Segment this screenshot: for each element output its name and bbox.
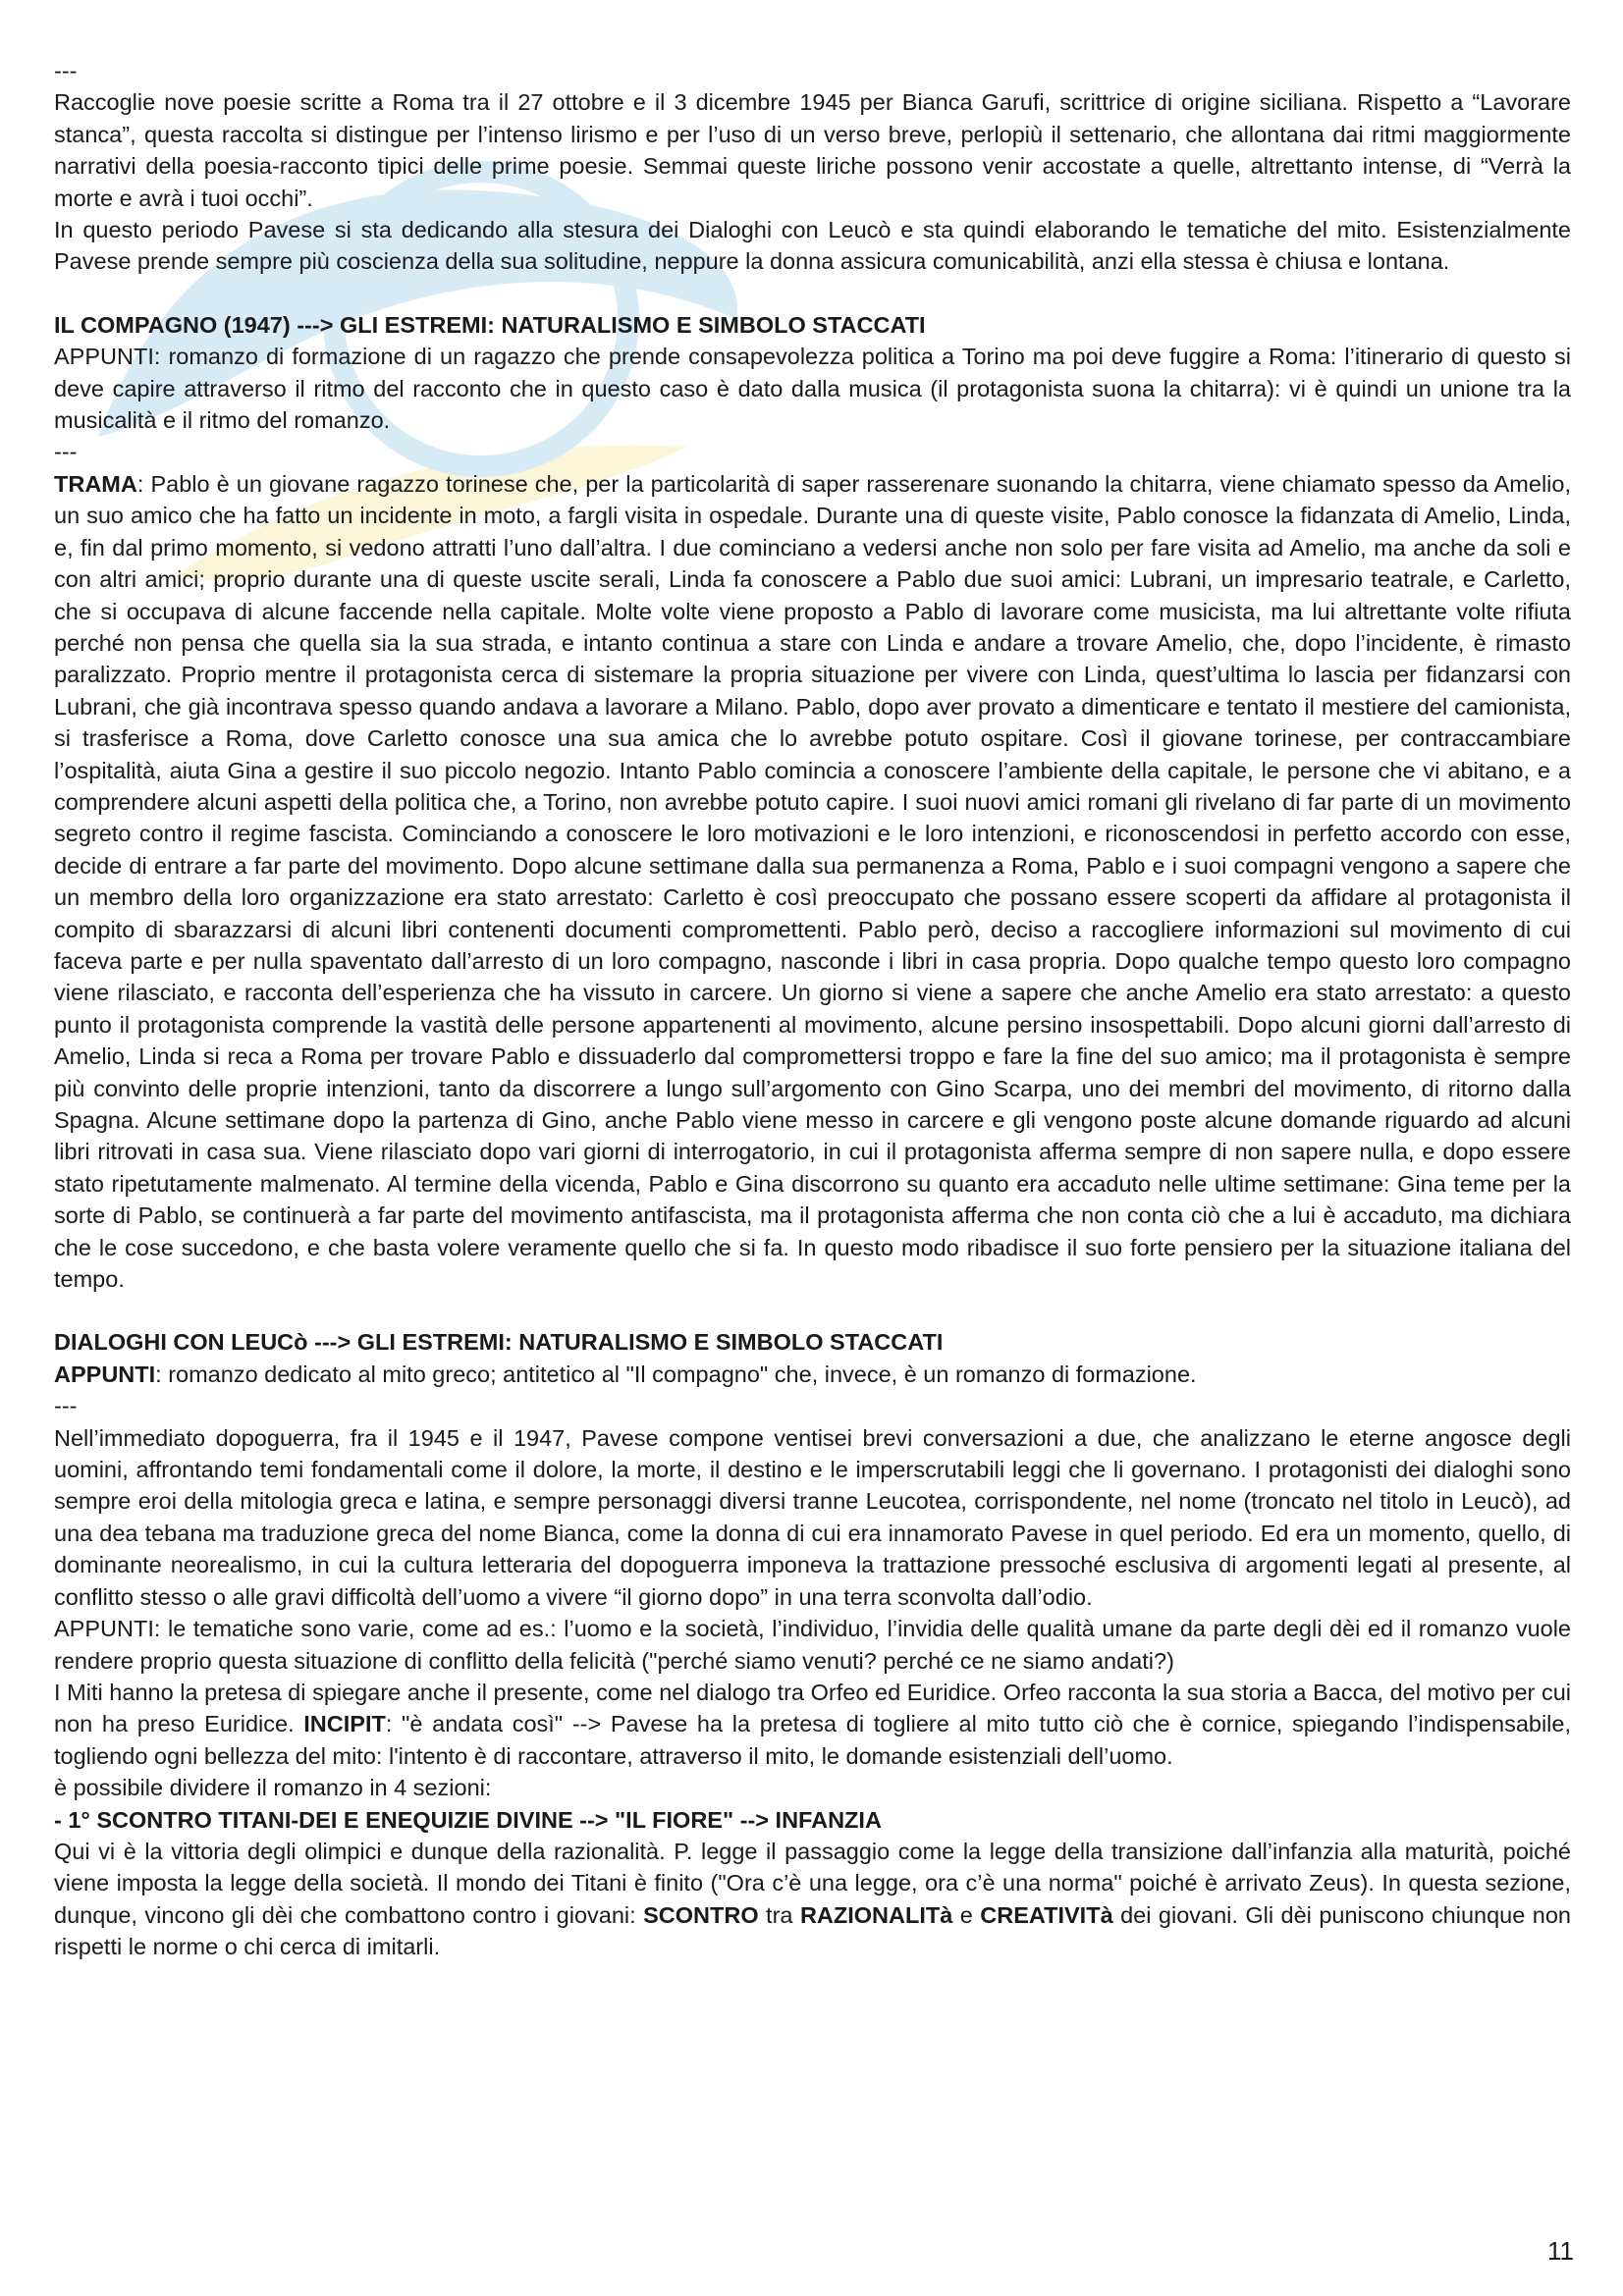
bold-text: TRAMA bbox=[54, 470, 137, 497]
paragraph bbox=[54, 1359, 1571, 1390]
text-run: - 1° SCONTRO TITANI-DEI E ENEQUIZIE DIVINE --> "IL FIORE" --> INFANZIA bbox=[54, 1806, 882, 1833]
bold-text: SCONTRO bbox=[643, 1901, 759, 1928]
section-heading bbox=[54, 1326, 1571, 1358]
section-heading bbox=[54, 1804, 1571, 1836]
text-run: APPUNTI: romanzo di formazione di un ragazzo che prende consapevolezza politica a Torino ma poi deve fuggire a Roma: l’itinerario di questo si deve capire attraverso il ritmo del racconto che in questo caso è dato dalla musica (il protagonista suona la chitarra): vi è quindi un unione tra la musicalità e il ritmo del romanzo. bbox=[54, 344, 1571, 434]
page-number: 11 bbox=[1547, 2236, 1574, 2266]
text-run: : "è andata così" --> Pavese ha la pretesa di togliere al mito tutto ciò che è cornice, spiegando l’indispensabile, togliendo ogni bellezza del mito: l'intento è di raccontare, attraverso il mito, le domande esistenziali dell’uomo. bbox=[54, 1711, 1571, 1769]
text-run: dei giovani. Gli dèi puniscono chiunque non rispetti le norme o chi cerca di imitarli. bbox=[54, 1901, 1571, 1960]
text-run: Nell’immediato dopoguerra, fra il 1945 e il 1947, Pavese compone ventisei brevi conversazioni a due, che analizzano le eterne angosce degli uomini, affrontando temi fondamentali come il dolore, la morte, il destino e le imperscrutabili leggi che li governano. I protagonisti dei dialoghi sono sempre eroi della mitologia greca e latina, e sempre personaggi diversi tranne Leucotea, corrispondente, nel nome (troncato nel titolo in Leucò), ad una dea tebana ma traduzione greca del nome Bianca, come la donna di cui era innamorato Pavese in quel periodo. Ed era un momento, quello, di dominante neorealismo, in cui la cultura letteraria del dopoguerra imponeva la trattazione pressoché esclusiva di argomenti legati al presente, al conflitto stesso o alle gravi difficoltà dell’uomo a vivere “il giorno dopo” in una terra sconvolta dall’odio. bbox=[54, 1424, 1571, 1610]
text-run: I Miti hanno la pretesa di spiegare anche il presente, come nel dialogo tra Orfeo ed Euridice. Orfeo racconta la sua storia a Bacca, del motivo per cui non ha preso Euridice. bbox=[54, 1679, 1571, 1737]
paragraph-spacer bbox=[54, 1295, 1571, 1326]
paragraph bbox=[54, 341, 1571, 436]
text-run: --- bbox=[54, 439, 78, 465]
paragraph bbox=[54, 214, 1571, 278]
bold-text: APPUNTI bbox=[54, 1361, 156, 1387]
bold-text: CREATIVITà bbox=[980, 1901, 1113, 1928]
text-run: IL COMPAGNO (1947) ---> GLI ESTREMI: NATURALISMO E SIMBOLO STACCATI bbox=[54, 311, 926, 338]
paragraph bbox=[54, 1422, 1571, 1613]
text-run: DIALOGHI CON LEUCò ---> GLI ESTREMI: NATURALISMO E SIMBOLO STACCATI bbox=[54, 1329, 944, 1356]
text-run: tra bbox=[758, 1901, 800, 1928]
paragraph bbox=[54, 1613, 1571, 1677]
text-run: In questo periodo Pavese si sta dedicando alla stesura dei Dialoghi con Leucò e sta quindi elaborando le tematiche del mito. Esistenzialmente Pavese prende sempre più coscienza della sua solitudine, neppure la donna assicura comunicabilità, anzi ella stessa è chiusa e lontana. bbox=[54, 217, 1571, 275]
paragraph bbox=[54, 55, 1571, 86]
text-run: : Pablo è un giovane ragazzo torinese che, per la particolarità di saper rasserenare suonando la chitarra, viene chiamato spesso da Amelio, un suo amico che ha fatto un incidente in moto, a fargli visita in ospedale. Durante una di queste visite, Pablo conosce la fidanzata di Amelio, Linda, e, fin dal primo momento, si vedono attratti l’uno dall’altra. I due cominciano a vedersi anche non solo per fare visita ad Amelio, ma anche da soli e con altri amici; proprio durante una di queste uscite serali, Linda fa conoscere a Pablo due suoi amici: Lubrani, un impresario teatrale, e Carletto, che si occupava di alcune faccende nella capitale. Molte volte viene proposto a Pablo di lavorare come musicista, ma lui altrettante volte rifiuta perché non pensa che quella sia la sua strada, e intanto continua a stare con Linda e andare a trovare Amelio, che, dopo l’incidente, è rimasto paralizzato. Proprio mentre il protagonista cerca di sistemare la propria situazione per vivere con Linda, quest’ultima lo lascia per fidanzarsi con Lubrani, che già incontrava spesso quando andava a lavorare a Milano. Pablo, dopo aver provato a dimenticare e tentato il mestiere del camionista, si trasferisce a Roma, dove Carletto conosce una sua amica che lo avrebbe potuto ospitare. Così il giovane torinese, per contraccambiare l’ospitalità, aiuta Gina a gestire il suo piccolo negozio. Intanto Pablo comincia a conoscere l’ambiente della capitale, le persone che vi abitano, e a comprendere alcuni aspetti della politica che, a Torino, non avrebbe potuto capire. I suoi nuovi amici romani gli rivelano di far parte di un movimento segreto contro il regime fascista. Cominciando a conoscere le loro motivazioni e le loro intenzioni, e riconoscendosi in perfetto accordo con esse, decide di entrare a far parte del movimento. Dopo alcune settimane dalla sua permanenza a Roma, Pablo e i suoi compagni vengono a sapere che un membro della loro organizzazione era stato arrestato: Carletto è così preoccupato che possano essere scoperti da affidare al protagonista il compito di sbarazzarsi di alcuni libri contenenti documenti compromettenti. Pablo però, deciso a raccogliere informazioni sul movimento di cui faceva parte e per nulla spaventato dall’arresto di un loro compagno, nasconde i libri in casa propria. Dopo qualche tempo questo loro compagno viene rilasciato, e racconta dell’esperienza che ha vissuto in carcere. Un giorno si viene a sapere che anche Amelio era stato arrestato: a questo punto il protagonista comprende la vastità delle persone appartenenti al movimento, alcune persino insospettabili. Dopo alcuni giorni dall’arresto di Amelio, Linda si reca a Roma per trovare Pablo e dissuaderlo dal compromettersi troppo e fare la fine del suo amico; ma il protagonista è sempre più convinto delle proprie intenzioni, tanto da discorrere a lungo sull’argomento con Gino Scarpa, uno dei membri del movimento, di ritorno dalla Spagna. Alcune settimane dopo la partenza di Gino, anche Pablo viene messo in carcere e gli vengono poste alcune domande riguardo ad alcuni libri ritrovati in casa sua. Viene rilasciato dopo vari giorni di interrogatorio, in cui il protagonista afferma sempre di non sapere nulla, e dopo essere stato ripetutamente malmenato. Al termine della vicenda, Pablo e Gina discorrono su quanto era accaduto nelle ultime settimane: Gina teme per la sorte di Pablo, se continuerà a far parte del movimento antifascista, ma il protagonista afferma che non conta ciò che a lui è accaduto, ma dichiara che le cose succedono, e che basta volere veramente quello che si fa. In questo modo ribadisce il suo forte pensiero per la situazione italiana del tempo. bbox=[54, 470, 1571, 1293]
text-run: --- bbox=[54, 1393, 78, 1419]
paragraph bbox=[54, 1836, 1571, 1963]
text-run: --- bbox=[54, 58, 78, 83]
paragraph bbox=[54, 1677, 1571, 1772]
bold-text: RAZIONALITà bbox=[799, 1901, 953, 1928]
paragraph bbox=[54, 468, 1571, 1296]
text-run: è possibile dividere il romanzo in 4 sezioni: bbox=[54, 1775, 492, 1801]
text-run: e bbox=[952, 1901, 981, 1928]
text-run: Qui vi è la vittoria degli olimpici e dunque della razionalità. P. legge il passaggio come la legge della transizione dall’infanzia alla maturità, poiché viene imposta la legge della società. Il mondo dei Titani è finito ("Ora c’è una legge, ora c’è una norma" poiché è arrivato Zeus). In questa sezione, dunque, vincono gli dèi che combattono contro i giovani: bbox=[54, 1838, 1571, 1928]
section-heading bbox=[54, 309, 1571, 341]
text-run: : romanzo dedicato al mito greco; antitetico al "Il compagno" che, invece, è un romanzo di formazione. bbox=[155, 1361, 1197, 1387]
text-run: Raccoglie nove poesie scritte a Roma tra il 27 ottobre e il 3 dicembre 1945 per Bianca Garufi, scrittrice di origine siciliana. Rispetto a “Lavorare stanca”, questa raccolta si distingue per l’intenso lirismo e per l’uso di un verso breve, perlopiù il settenario, che allontana dai ritmi maggiormente narrativi della poesia-racconto tipici delle prime poesie. Semmai queste liriche possono venir accostate a quelle, altrettanto intense, di “Verrà la morte e avrà i tuoi occhi”. bbox=[54, 89, 1571, 211]
paragraph bbox=[54, 86, 1571, 214]
paragraph bbox=[54, 436, 1571, 467]
paragraph bbox=[54, 1772, 1571, 1803]
paragraph-spacer bbox=[54, 278, 1571, 309]
paragraph bbox=[54, 1390, 1571, 1421]
bold-text: INCIPIT bbox=[303, 1711, 386, 1737]
text-run: APPUNTI: le tematiche sono varie, come ad es.: l’uomo e la società, l’individuo, l’invidia delle qualità umane da parte degli dèi ed il romanzo vuole rendere proprio questa situazione di conflitto della felicità ("perché siamo venuti? perché ce ne siamo andati?) bbox=[54, 1616, 1571, 1674]
document-body bbox=[54, 55, 1571, 1963]
